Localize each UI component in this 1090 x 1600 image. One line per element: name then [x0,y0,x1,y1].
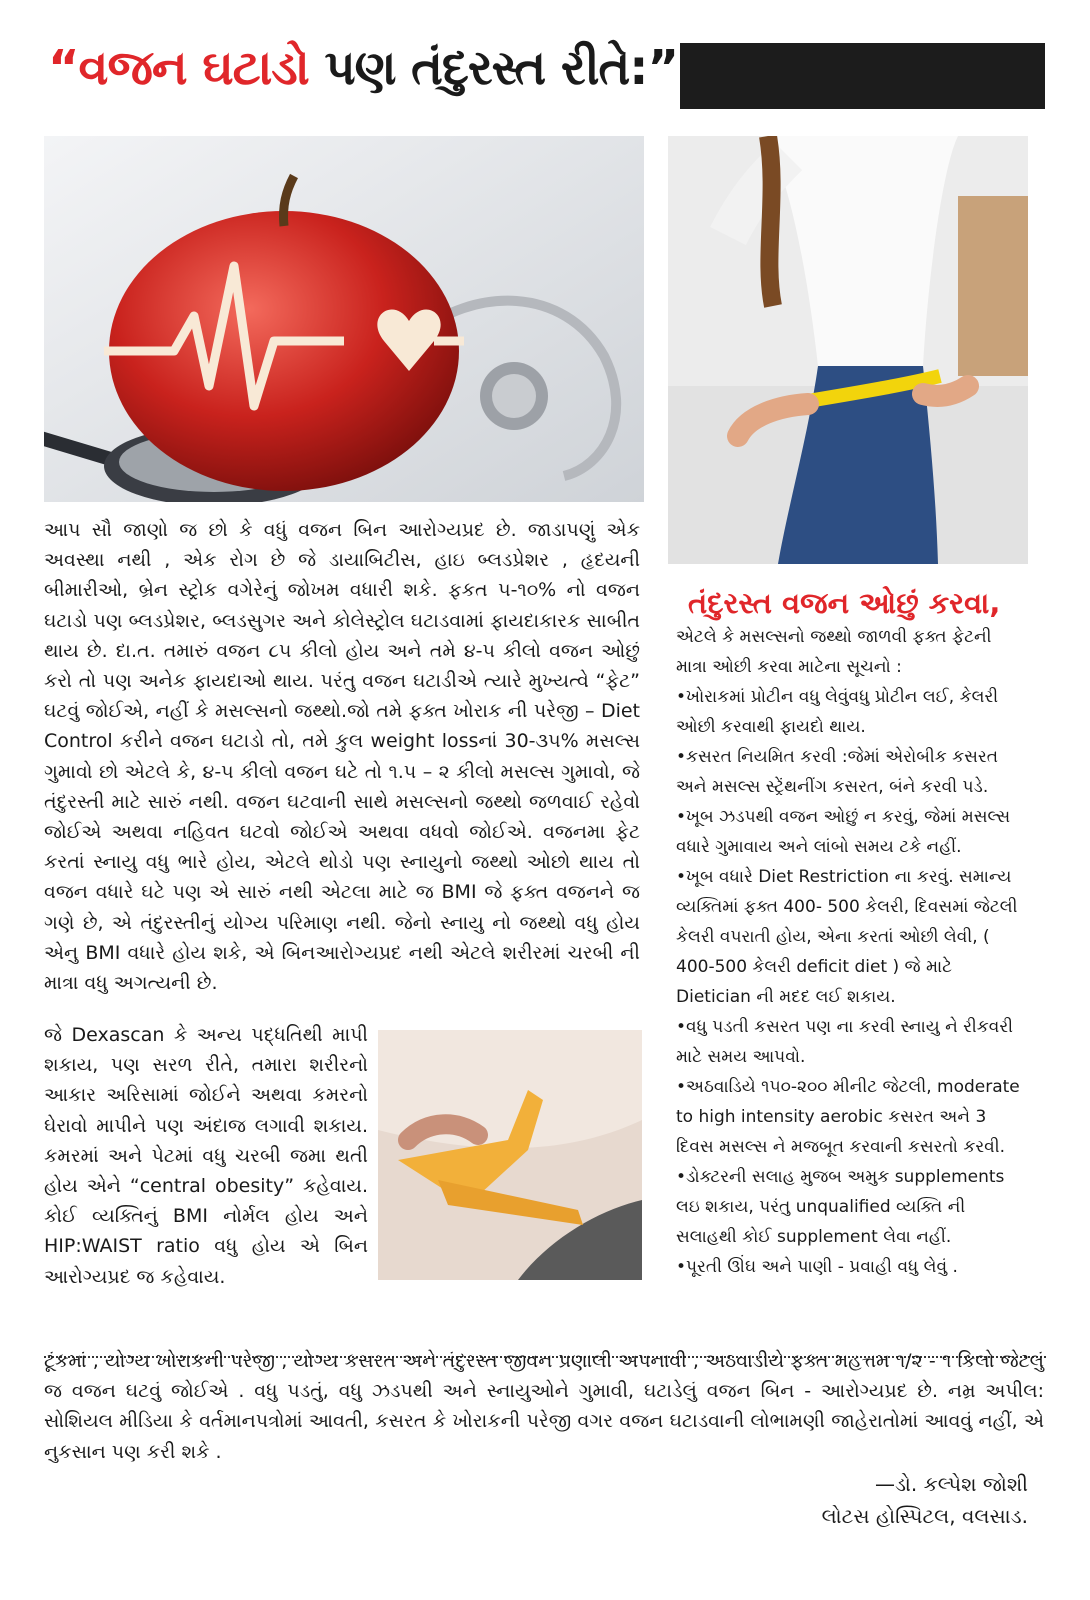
title-black-bar [680,43,1045,109]
list-item: •ડોક્ટરની સલાહ મુજબ અમુક supplements લઇ શકાય, પરંતુ unqualified વ્યક્તિ ની સલાહથી કોઈ supplement લેવા નહીં. [676,1167,1005,1247]
caliper-illustration [378,1030,642,1280]
conclusion-paragraph: ટૂંકમાં , યોગ્ય ખોરાકની પરેજી , યોગ્ય કસરત અને તંદુરસ્ત જીવન પ્રણાલી અપનાવી , અઠવાડીયે ફક્ત મહત્તમ ૧/૨ - ૧ કિલો જેટલું જ વજન ઘટવું જોઈએ . વધુ પડતું, વધુ ઝડપથી અને સ્નાયુઓને ગુમાવી, ઘટાડેલું વજન બિન - આરોગ્યપ્રદ છે. નમ્ર અપીલ: સોશિયલ મીડિયા કે વર્તમાનપત્રોમાં આવતી, કસરત કે ખોરાકની પરેજી વગર વજન ઘટાડવાની લોભામણી જાહેરાતોમાં આવવું નહીં, એ નુકસાન પણ કરી શકે . [44,1350,1044,1463]
title-quote-open: “ [48,40,79,96]
skinfold-caliper-photo [378,1030,642,1280]
sidebar-heading: તંદુરસ્ત વજન ઓછું કરવા, [688,586,1001,620]
list-item: •ખૂબ વધારે Diet Restriction ના કરવું. સમાન્ય વ્યક્તિમાં ફક્ત 400- 500 કેલરી, દિવસમાં જેટલી કેલરી વપરાતી હોય, એના કરતાં ઓછી લેવી, ( 400-500 કેલરી deficit diet ) જે માટે Dietician ની મદદ લઈ શકાય. [676,867,1018,1007]
page-title [48,40,678,97]
waist-illustration [668,136,1028,564]
list-item: •પૂરતી ઊંઘ અને પાણી - પ્રવાહી વધુ લેવું . [676,1257,958,1277]
title-red-part: વજન ઘટાડો [78,40,309,96]
author-name: —ડો. કલ્પેશ જોશી [874,1472,1028,1496]
sidebar-intro: એટલે કે મસલ્સનો જથ્થો જાળવી ફક્ત ફેટની માત્રા ઓછી કરવા માટેના સૂચનો : [676,627,992,677]
hospital-name: લોટસ હોસ્પિટલ, વલસાડ. [821,1504,1028,1528]
list-item: •અઠવાડિયે ૧૫૦-૨૦૦ મીનીટ જેટલી, moderate to high intensity aerobic કસરત અને 3 દિવસ મસલ્સ ને મજબૂત કરવાની કસરતો કરવી. [676,1077,1020,1157]
apple-stethoscope-photo [44,136,644,502]
woman-measuring-waist-photo [668,136,1028,564]
sidebar-tips-list [676,682,1022,1282]
list-item: •કસરત નિયમિત કરવી :જેમાં એરોબીક કસરત અને મસલ્સ સ્ટ્રેંથનીંગ કસરત, બંને કરવી પડે. [676,747,998,797]
list-item: •વધુ પડતી કસરત પણ ના કરવી સ્નાયુ ને રીકવરી માટે સમય આપવો. [676,1017,1014,1067]
signature [600,1468,1028,1532]
list-item: •ખોરાકમાં પ્રોટીન વધુ લેવુંવધુ પ્રોટીન લઈ, કેલરી ઓછી કરવાથી ફાયદો થાય. [676,687,999,737]
main-paragraph: આપ સૌ જાણો જ છો કે વધું વજન બિન આરોગ્યપ્રદ છે. જાડાપણું એક અવસ્થા નથી , એક રોગ છે જે ડાયાબિટીસ, હાઇ બ્લડપ્રેશર , હૃદયની બીમારીઓ, બ્રેન સ્ટ્રોક વગેરેનું જોખમ વધારી શકે. ફકત ૫-૧૦% નો વજન ઘટાડો પણ બ્લડપ્રેશર, બ્લડસુગર અને કોલેસ્ટ્રોલ ઘટાડવામાં ફાયદાકારક સાબીત થાય છે. દા.ત. તમારું વજન ૮૫ કીલો હોય અને તમે ૪-૫ કીલો વજન ઓછું કરો તો પણ અનેક ફાયદાઓ થાય. પરંતુ વજન ઘટાડીએ ત્યારે મુખ્યત્વે “ફેટ” ઘટવું જોઈએ, નહીં કે મસલ્સનો જથ્થો.જો તમે ફક્ત ખોરાક ની પરેજી – Diet Control કરીને વજન ઘટાડો તો, તમે કુલ weight lossનાં 30-૩૫% મસલ્સ ગુમાવો છો એટલે કે, ૪-૫ કીલો વજન ઘટે તો ૧.૫ – ૨ કીલો મસલ્સ ગુમાવો, જે તંદુરસ્તી માટે સારું નથી. વજન ઘટવાની સાથે મસલ્સનો જથ્થો જળવાઈ રહેવો જોઈએ અથવા નહિવત ઘટવો જોઈએ અથવા વધવો જોઈએ. વજનમા ફેટ કરતાં સ્નાયુ વધુ ભારે હોય, એટલે થોડો પણ સ્નાયુનો જથ્થો ઓછો થાય તો વજન વધારે ઘટે પણ એ સારું નથી એટલા માટે જ BMI જે ફક્ત વજનને જ ગણે છે, એ તંદુરસ્તીનું યોગ્ય પરિમાણ નથી. જેનો સ્નાયુ નો જથ્થો વધુ હોય એનુ BMI વધારે હોય શકે, એ બિનઆરોગ્યપ્રદ નથી એટલે શરીરમાં ચરબી ની માત્રા વધુ અગત્યની છે. [44,519,640,995]
title-black-part: પણ તંદુરસ્ત રીતે:” [308,40,679,96]
lower-paragraph: જે Dexascan કે અન્ય પદ્ધતિથી માપી શકાય, પણ સરળ રીતે, તમારા શરીરનો આકાર અરિસામાં જોઈને અથવા કમરનો ઘેરાવો માપીને પણ અંદાજ લગાવી શકાય. કમરમાં અને પેટમાં વધુ ચરબી જમા થતી હોય એને “central obesity” કહેવાય. કોઈ વ્યક્તિનું BMI નોર્મલ હોય અને HIP:WAIST ratio વધુ હોય એ બિન આરોગ્યપ્રદ જ કહેવાય. [44,1024,368,1288]
apple-illustration [44,136,644,502]
list-item: •ખૂબ ઝડપથી વજન ઓછું ન કરવું, જેમાં મસલ્સ વધારે ગુમાવાય અને લાંબો સમય ટકે નહીં. [676,807,1011,857]
